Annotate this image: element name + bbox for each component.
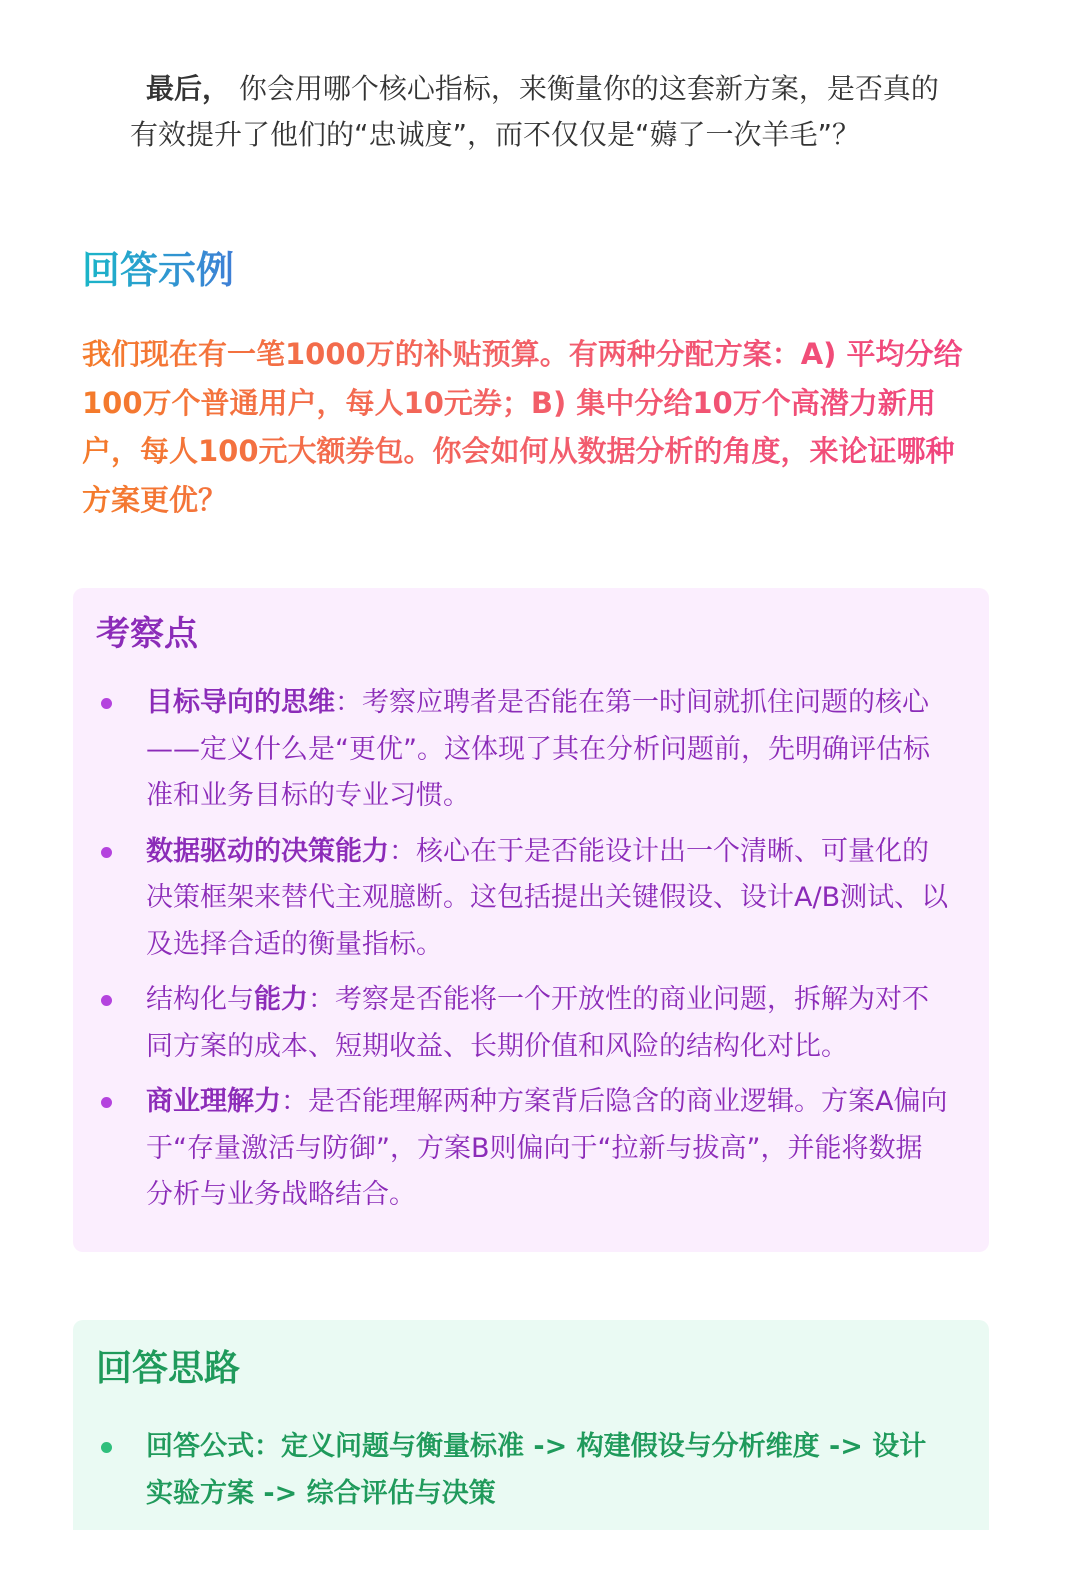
assessment-item-head: 数据驱动的决策能力: [146, 835, 389, 867]
assessment-item-body: 是否能理解两种方案背后隐含的商业逻辑。方案A偏向于“存量激活与防御”，方案B则偏向于“拉新与拔高”，并能将数据分析与业务战略结合。: [146, 1086, 948, 1210]
assessment-item-sep: ：: [308, 984, 335, 1015]
approach-item-text: 回答公式：定义问题与衡量标准 -> 构建假设与分析维度 -> 设计实验方案 -> 综合评估与决策: [146, 1431, 927, 1509]
answer-example-question: 我们现在有一笔1000万的补贴预算。有两种分配方案：A) 平均分给100万个普通用户，每人10元券；B) 集中分给10万个高潜力新用户，每人100元大额券包。你会如何从数据分析的角度，来论证哪种方案更优？: [82, 330, 972, 524]
assessment-item-head: 目标导向的思维: [146, 687, 335, 718]
intro-bold-prefix: 最后，: [146, 72, 231, 105]
assessment-item-sep: ：: [335, 687, 362, 718]
assessment-item-body: 考察应聘者是否能在第一时间就抓住问题的核心——定义什么是“更优”。这体现了其在分析问题前，先明确评估标准和业务目标的专业习惯。: [146, 687, 930, 811]
approach-list: [73, 1424, 989, 1526]
assessment-item: [73, 977, 989, 1070]
intro-paragraph: [130, 66, 960, 158]
assessment-item-head: 能力: [254, 984, 308, 1015]
approach-title: 回答思路: [96, 1348, 241, 1389]
bullet-dot-icon: [101, 1097, 112, 1108]
answer-example-title: 回答示例: [82, 244, 234, 296]
assessment-item-plain-head: 结构化与: [146, 984, 254, 1015]
assessment-item-head: 商业理解力: [146, 1086, 281, 1117]
assessment-item-sep: ：: [281, 1086, 308, 1117]
bullet-dot-icon: [101, 995, 112, 1006]
assessment-item-body: 考察是否能将一个开放性的商业问题，拆解为对不同方案的成本、短期收益、长期价值和风险的结构化对比。: [146, 984, 929, 1062]
assessment-item: [73, 680, 989, 820]
assessment-item: [73, 1079, 989, 1219]
intro-text: 你会用哪个核心指标，来衡量你的这套新方案，是否真的有效提升了他们的“忠诚度”，而不仅仅是“薅了一次羊毛”？: [130, 72, 939, 151]
assessment-item: [73, 829, 989, 969]
bullet-dot-icon: [101, 847, 112, 858]
assessment-list: [73, 680, 989, 1228]
assessment-item-sep: ：: [389, 835, 416, 867]
assessment-item-body: 核心在于是否能设计出一个清晰、可量化的决策框架来替代主观臆断。这包括提出关键假设、设计A/B测试、以及选择合适的衡量指标。: [146, 835, 949, 960]
bullet-dot-icon: [101, 1442, 112, 1453]
approach-card: [73, 1320, 989, 1530]
bullet-dot-icon: [101, 698, 112, 709]
approach-item: [73, 1424, 989, 1517]
assessment-title: 考察点: [96, 614, 198, 654]
assessment-card: [73, 588, 989, 1252]
